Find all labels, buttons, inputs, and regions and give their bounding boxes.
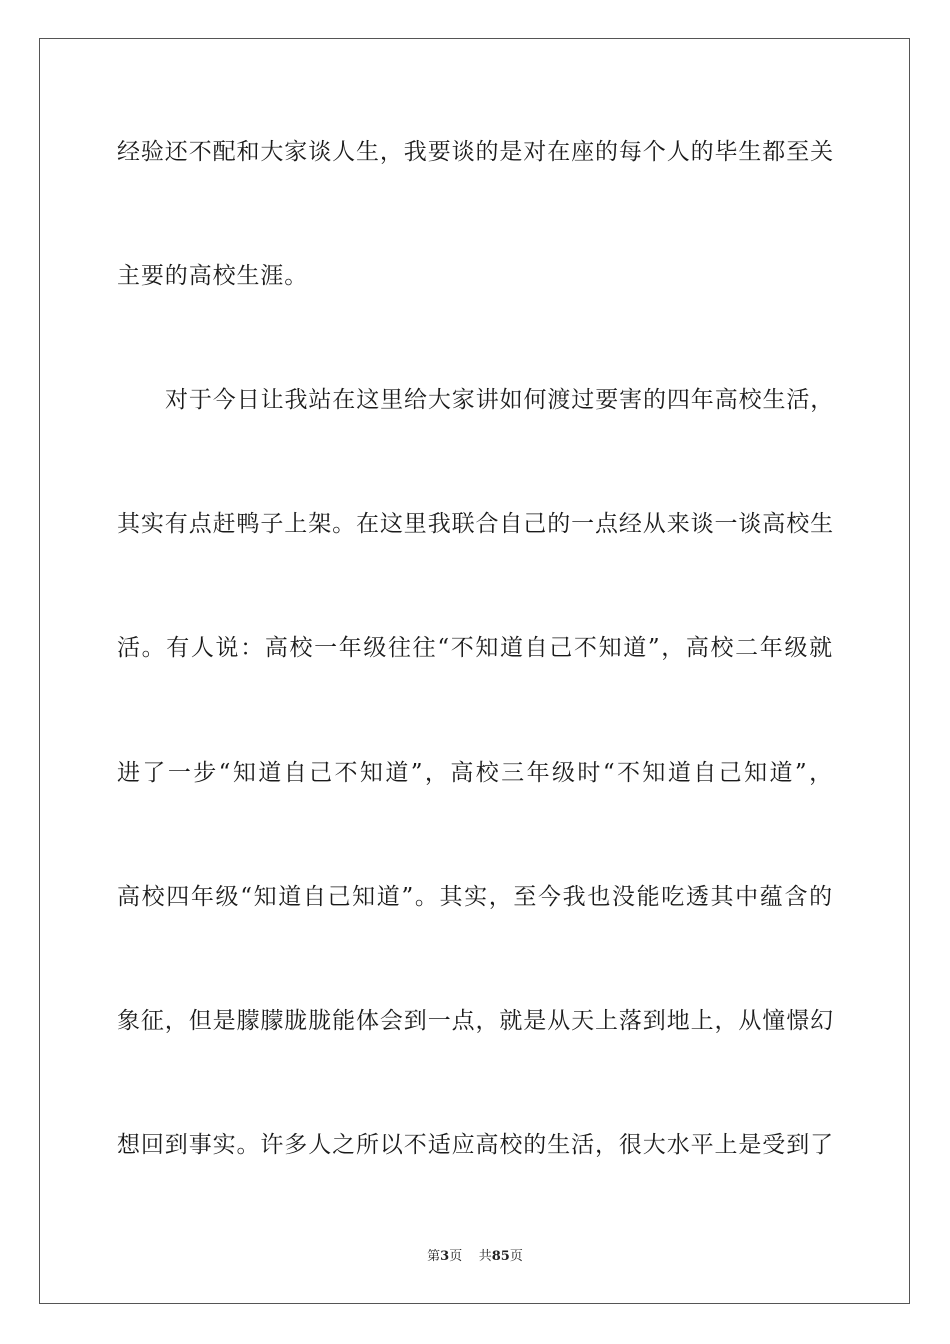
text-line-1: 经验还不配和大家谈人生，我要谈的是对在座的每个人的毕生都至关 bbox=[117, 139, 834, 165]
text-line-2: 主要的高校生涯。 bbox=[117, 263, 309, 289]
page-border bbox=[39, 38, 910, 1304]
footer-page-suffix: 页 bbox=[449, 1249, 463, 1264]
text-line-8: 象征，但是朦朦胧胧能体会到一点，就是从天上落到地上，从憧憬幻 bbox=[117, 1008, 834, 1034]
footer-total-pages: 85 bbox=[491, 1249, 510, 1264]
footer-page-number: 3 bbox=[440, 1249, 450, 1264]
text-line-3: 对于今日让我站在这里给大家讲如何渡过要害的四年高校生活， bbox=[165, 387, 835, 413]
text-line-4: 其实有点赶鸭子上架。在这里我联合自己的一点经从来谈一谈高校生 bbox=[117, 511, 834, 537]
footer-total-prefix: 共 bbox=[478, 1249, 492, 1264]
page-footer bbox=[0, 1248, 950, 1266]
footer-total-suffix: 页 bbox=[509, 1249, 523, 1264]
text-line-9: 想回到事实。许多人之所以不适应高校的生活，很大水平上是受到了 bbox=[117, 1132, 834, 1158]
text-line-5: 活。有人说：高校一年级往往“不知道自己不知道”，高校二年级就 bbox=[117, 635, 833, 661]
text-line-7: 高校四年级“知道自己知道”。其实，至今我也没能吃透其中蕴含的 bbox=[117, 884, 833, 910]
text-line-6: 进了一步“知道自己不知道”，高校三年级时“不知道自己知道”， bbox=[117, 760, 833, 786]
footer-page-prefix: 第 bbox=[427, 1249, 441, 1264]
